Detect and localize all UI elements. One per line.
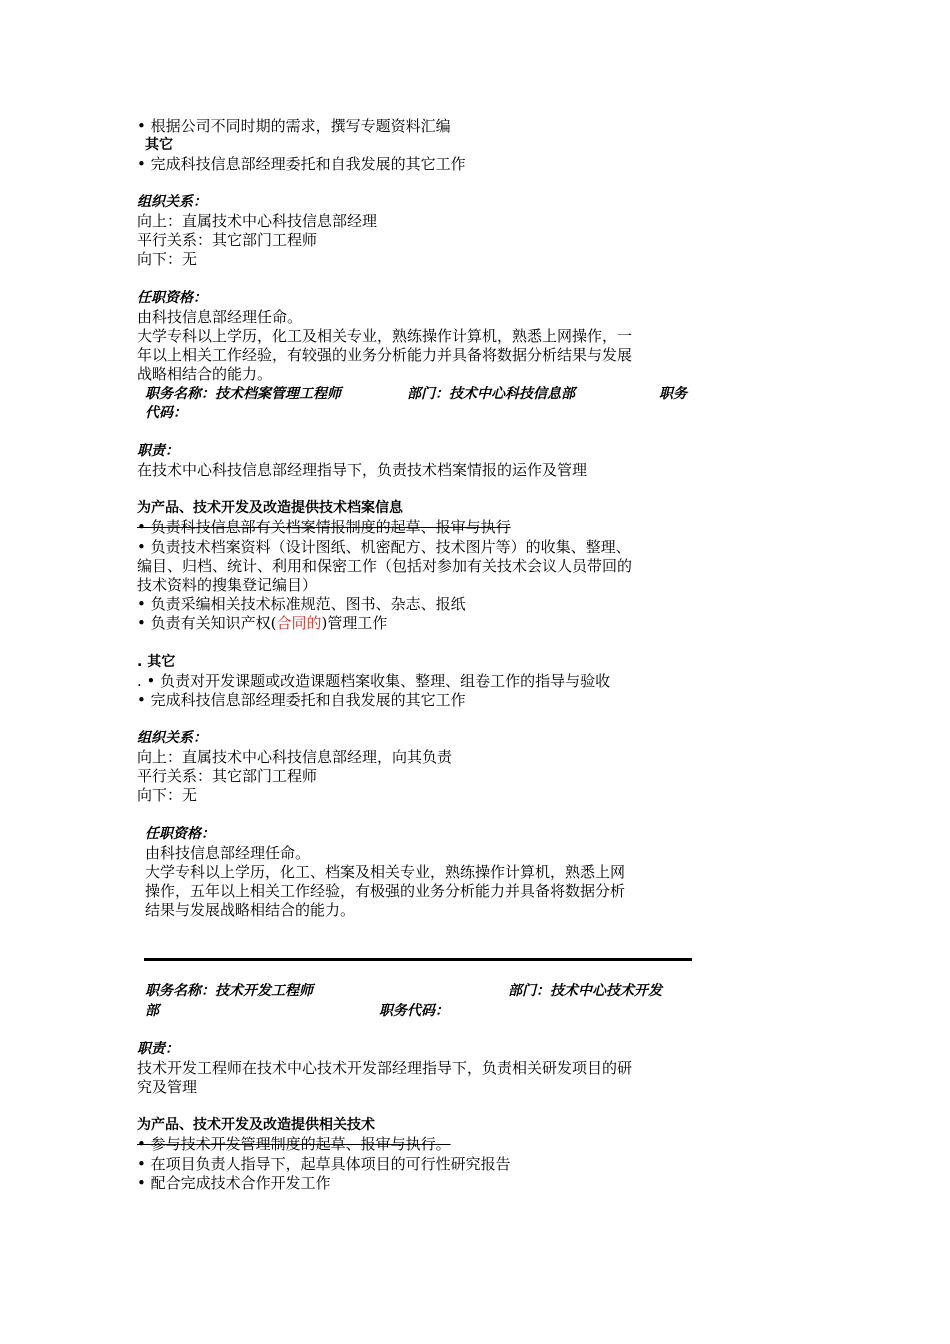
- struck-text-line: • 负责科技信息部有关档案情报制度的起草、报审与执行: [137, 518, 511, 536]
- section-heading: 职责：: [137, 443, 179, 459]
- text-line: 向下：无: [137, 250, 198, 268]
- text-line: 操作，五年以上相关工作经验，有极强的业务分析能力并具备将数据分析: [145, 882, 626, 900]
- text-line: 由科技信息部经理任命。: [145, 844, 311, 862]
- text-line: 平行关系：其它部门工程师: [137, 231, 318, 249]
- section-heading: 任职资格：: [137, 290, 207, 306]
- text-line: 技术开发工程师在技术中心技术开发部经理指导下，负责相关研发项目的研: [137, 1059, 633, 1077]
- job-title: 职务名称：技术开发工程师: [145, 983, 313, 999]
- text-line: 大学专科以上学历，化工、档案及相关专业，熟练操作计算机，熟悉上网: [145, 863, 626, 881]
- text-line: 战略相结合的能力。: [137, 365, 273, 383]
- text-line: 年以上相关工作经验，有较强的业务分析能力并具备将数据分析结果与发展: [137, 346, 633, 364]
- section-divider: [144, 958, 692, 961]
- text-line: • 完成科技信息部经理委托和自我发展的其它工作: [137, 691, 466, 709]
- job-code-label: 职务代码：: [379, 1003, 449, 1019]
- section-heading: 职责：: [137, 1041, 179, 1057]
- text-line: 向上：直属技术中心科技信息部经理，向其负责: [137, 748, 453, 766]
- highlighted-text: 合同的: [276, 614, 322, 632]
- section-heading: 任职资格：: [145, 826, 215, 842]
- text-line: [137, 614, 387, 633]
- job-department: 部: [145, 1003, 159, 1019]
- section-heading: 组织关系：: [137, 194, 207, 210]
- text-line: 平行关系：其它部门工程师: [137, 767, 318, 785]
- section-heading: 为产品、技术开发及改造提供技术档案信息: [137, 500, 403, 516]
- text-line: • 完成科技信息部经理委托和自我发展的其它工作: [137, 155, 466, 173]
- text-line: • 负责技术档案资料（设计图纸、机密配方、技术图片等）的收集、整理、: [137, 538, 631, 556]
- job-code-label: 职务: [659, 386, 687, 402]
- text-segment: )管理工作: [321, 614, 388, 632]
- job-department: 部门：技术中心科技信息部: [407, 386, 575, 402]
- text-line: 究及管理: [137, 1078, 198, 1096]
- text-line: • 在项目负责人指导下，起草具体项目的可行性研究报告: [137, 1155, 511, 1173]
- text-line: . • 负责对开发课题或改造课题档案收集、整理、组卷工作的指导与验收: [137, 672, 611, 690]
- section-heading: 其它: [145, 137, 173, 153]
- text-segment: • 负责有关知识产权(: [137, 614, 277, 632]
- text-line: 技术资料的搜集登记编目）: [137, 576, 318, 594]
- section-heading: 组织关系：: [137, 730, 207, 746]
- job-title: 职务名称：技术档案管理工程师: [145, 386, 341, 402]
- text-line: 向下：无: [137, 786, 198, 804]
- job-code-label: 代码：: [145, 405, 187, 421]
- text-line: 在技术中心科技信息部经理指导下，负责技术档案情报的运作及管理: [137, 461, 588, 479]
- text-line: • 根据公司不同时期的需求，撰写专题资料汇编: [137, 117, 451, 135]
- job-department: 部门：技术中心技术开发: [508, 983, 662, 999]
- text-line: 大学专科以上学历，化工及相关专业，熟练操作计算机，熟悉上网操作，一: [137, 327, 633, 345]
- text-line: 编目、归档、统计、利用和保密工作（包括对参加有关技术会议人员带回的: [137, 557, 633, 575]
- section-heading: 为产品、技术开发及改造提供相关技术: [137, 1117, 375, 1133]
- struck-text-line: • 参与技术开发管理制度的起草、报审与执行。: [137, 1135, 451, 1153]
- section-heading: . 其它: [137, 654, 176, 670]
- text-line: 结果与发展战略相结合的能力。: [145, 901, 356, 919]
- text-line: 向上：直属技术中心科技信息部经理: [137, 212, 378, 230]
- text-line: • 配合完成技术合作开发工作: [137, 1174, 331, 1192]
- text-line: 由科技信息部经理任命。: [137, 308, 303, 326]
- text-line: • 负责采编相关技术标准规范、图书、杂志、报纸: [137, 595, 466, 613]
